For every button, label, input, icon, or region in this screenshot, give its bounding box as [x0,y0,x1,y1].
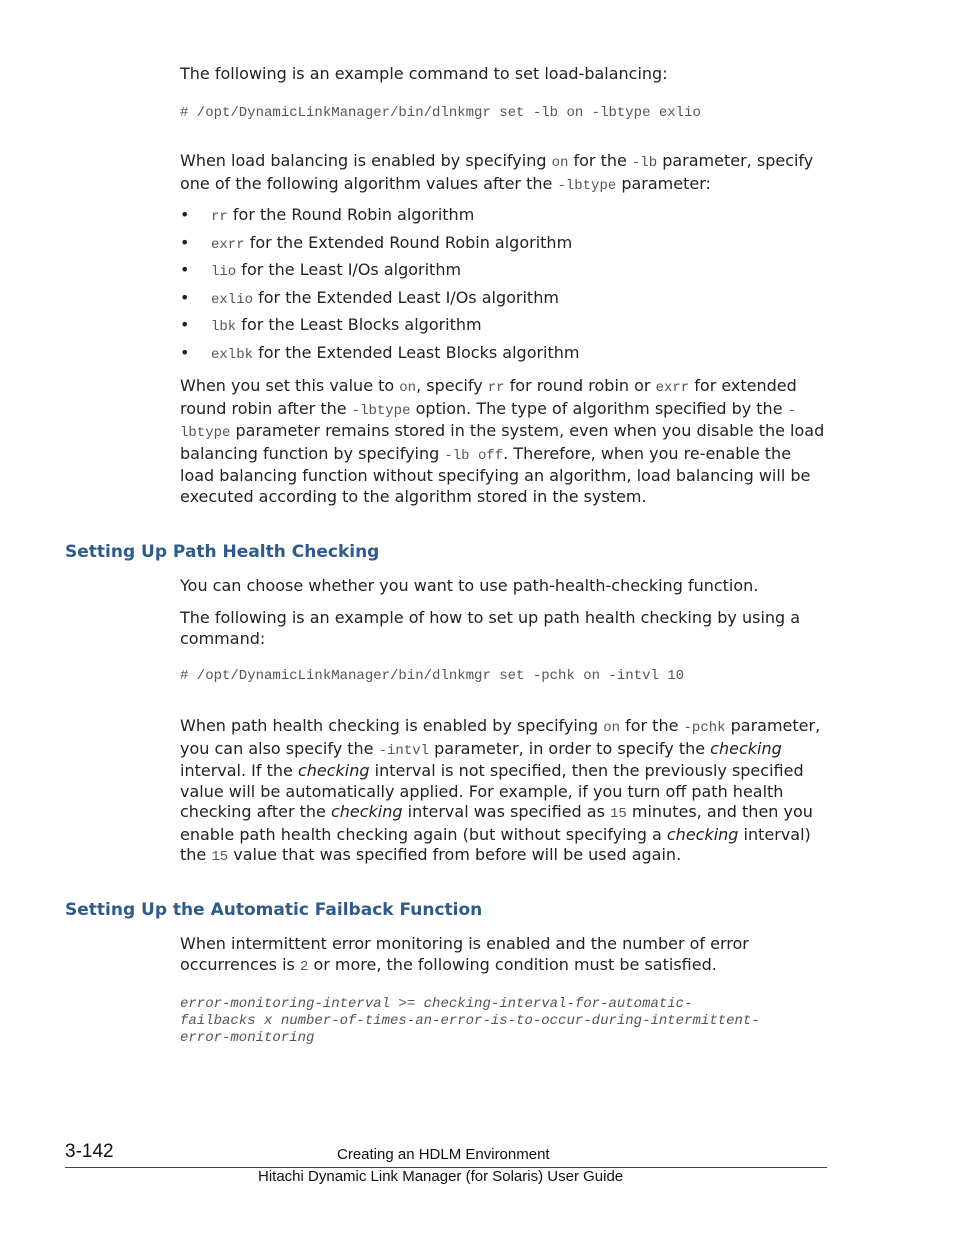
bullet-icon: • [180,233,190,252]
command-example-pchk: # /opt/DynamicLinkManager/bin/dlnkmgr set -pchk on -intvl 10 [180,668,685,684]
bullet-icon: • [180,260,190,279]
page-number: 3-142 [65,1141,114,1162]
bullet-icon: • [180,288,190,307]
paragraph-lbtype-stored: When you set this value to on, specify rr for round robin or exrr for extended round robin after the -lbtype option. The type of algorithm specified by the -lbtype parameter remains stored in the system, even when you disable the load balancing function by specifying -lb off. Therefore, when you re-enable the load balancing function without specifying an algorithm, load balancing will be executed according to the algorithm stored in the system. [180,376,825,506]
footer-book-title: Hitachi Dynamic Link Manager (for Solaris) User Guide [258,1168,624,1185]
paragraph-intro: The following is an example command to set load-balancing: [180,64,668,83]
bullet-icon: • [180,205,190,224]
section-heading-path-health: Setting Up Path Health Checking [65,542,380,562]
paragraph-health-example: The following is an example of how to set up path health checking by using a command: [180,608,801,648]
footer-chapter-title: Creating an HDLM Environment [337,1146,550,1163]
command-example-lb: # /opt/DynamicLinkManager/bin/dlnkmgr set -lb on -lbtype exlio [180,105,701,121]
formula-line: error-monitoring [180,1030,315,1046]
bullet-icon: • [180,343,190,362]
paragraph-lb-algorithms: When load balancing is enabled by specifying on for the -lb parameter, specify one of the following algorithm values after the -lbtype parameter: [180,151,814,194]
bullet-icon: • [180,315,190,334]
paragraph-health-choose: You can choose whether you want to use path-health-checking function. [180,576,759,595]
formula-line: failbacks x number-of-times-an-error-is-to-occur-during-intermittent- [180,1013,760,1029]
section-heading-auto-failback: Setting Up the Automatic Failback Function [65,900,483,920]
paragraph-health-interval: When path health checking is enabled by specifying on for the -pchk parameter, you can also specify the -intvl parameter, in order to specify the checking interval. If the checking interval is not specified, then the previously specified value will be automatically applied. For example, if you turn off path health checking after the checking interval was specified as 15 minutes, and then you enable path health checking again (but without specifying a checking interval) the 15 value that was specified from before will be used again. [180,716,821,865]
formula-line: error-monitoring-interval >= checking-interval-for-automatic- [180,996,693,1012]
paragraph-failback-condition: When intermittent error monitoring is enabled and the number of error occurrences is 2 or more, the following condition must be satisfied. [180,934,749,975]
